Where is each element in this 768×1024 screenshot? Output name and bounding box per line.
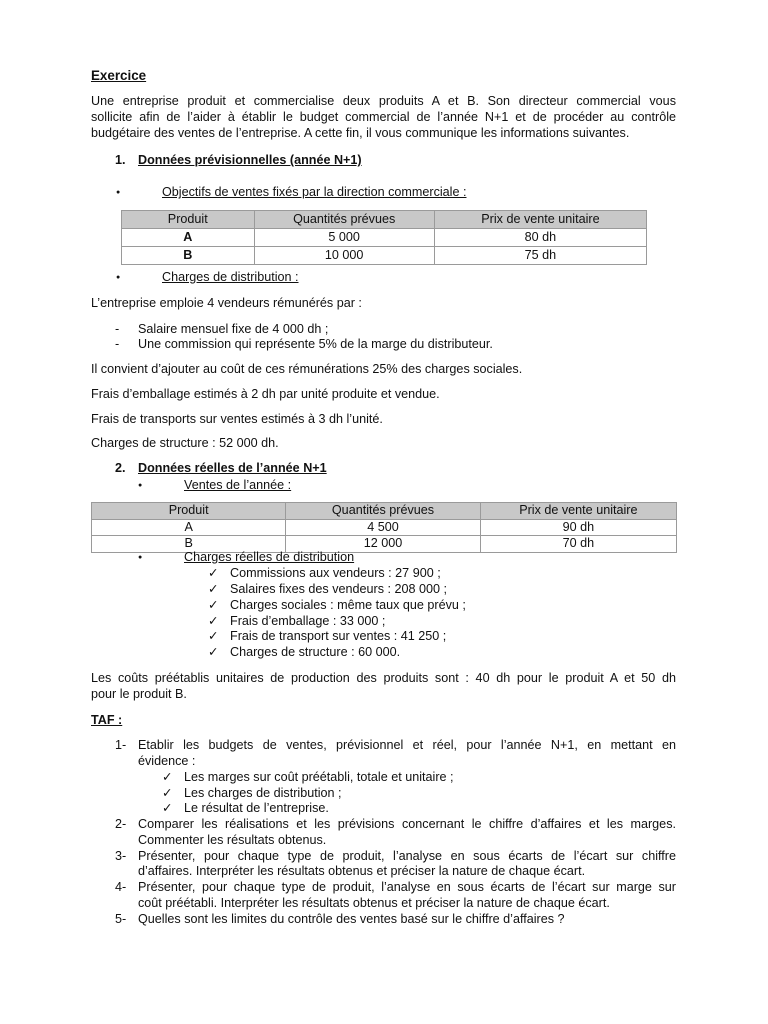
table-row xyxy=(92,536,677,553)
section1-number: 1. xyxy=(115,153,126,167)
question-3-line-1: Présenter, pour chaque type de produit, l’analyse en sous écarts de l’écart sur chiffre xyxy=(138,849,676,863)
table1-cell: 5 000 xyxy=(254,229,434,247)
section2-bullet-charges: ● Charges réelles de distribution xyxy=(184,550,354,566)
question-5: Quelles sont les limites du contrôle des ventes basé sur le chiffre d’affaires ? xyxy=(138,912,565,926)
intro-line-2: sollicite afin de l’aider à établir le budget commercial de l’année N+1 et de procéder au contrôle xyxy=(91,110,676,124)
table2-cell: A xyxy=(92,519,286,536)
table1-cell: 80 dh xyxy=(434,229,646,247)
checkmark-icon: ✓ xyxy=(208,629,219,643)
table1-header-quantites: Quantités prévues xyxy=(254,211,434,229)
question-number: 1- xyxy=(115,738,127,752)
table1-cell: A xyxy=(122,229,255,247)
check-item: ✓ Les charges de distribution ; xyxy=(162,786,342,800)
check-item: ✓ Charges sociales : même taux que prévu ; xyxy=(208,598,466,612)
table2-cell: 4 500 xyxy=(286,519,480,536)
question-1-line-1: Etablir les budgets de ventes, prévisionnel et réel, pour l’année N+1, en mettant en xyxy=(138,738,676,752)
checkmark-icon: ✓ xyxy=(208,582,219,596)
check-item: ✓ Salaires fixes des vendeurs : 208 000 ; xyxy=(208,582,448,596)
section2-number: 2. xyxy=(115,461,126,475)
table2-header-prix: Prix de vente unitaire xyxy=(480,503,676,520)
question-2-line-2: Commenter les résultats obtenus. xyxy=(138,833,327,847)
intro-line-1: Une entreprise produit et commercialise deux produits A et B. Son directeur commercial vous xyxy=(91,94,676,108)
vendeurs-text: L’entreprise emploie 4 vendeurs rémunérés par : xyxy=(91,296,362,310)
para-charges-sociales: Il convient d’ajouter au coût de ces rémunérations 25% des charges sociales. xyxy=(91,362,523,376)
checkmark-icon: ✓ xyxy=(208,645,219,659)
section1-heading: Données prévisionnelles (année N+1) xyxy=(138,153,362,167)
question-4-line-2: coût préétabli. Interpréter les résultats obtenus et préciser la nature de chaque écart. xyxy=(138,896,610,910)
check-item: ✓ Le résultat de l’entreprise. xyxy=(162,801,329,815)
question-1-line-2: évidence : xyxy=(138,754,196,768)
table-previsions xyxy=(121,210,647,265)
section1-bullet-charges: ● Charges de distribution : xyxy=(162,270,299,286)
question-number: 5- xyxy=(115,912,127,926)
table2-cell: B xyxy=(92,536,286,553)
table2-cell: 70 dh xyxy=(480,536,676,553)
check-item: ✓ Les marges sur coût préétabli, totale et unitaire ; xyxy=(162,770,454,784)
couts-line-1: Les coûts préétablis unitaires de production des produits sont : 40 dh pour le produit A et 50 dh xyxy=(91,671,676,685)
intro-line-3: budgétaire des ventes de l’entreprise. A cette fin, il vous communique les informations suivantes. xyxy=(91,126,630,140)
dash-item-salaire: Salaire mensuel fixe de 4 000 dh ; xyxy=(138,322,329,336)
table-row xyxy=(122,247,647,265)
table1-header-prix: Prix de vente unitaire xyxy=(434,211,646,229)
table-reelles xyxy=(91,502,677,553)
checkmark-icon: ✓ xyxy=(208,566,219,580)
table-row xyxy=(122,229,647,247)
dash-item-commission: Une commission qui représente 5% de la marge du distributeur. xyxy=(138,337,493,351)
question-number: 4- xyxy=(115,880,127,894)
para-transports: Frais de transports sur ventes estimés à 3 dh l’unité. xyxy=(91,412,383,426)
table1-cell: B xyxy=(122,247,255,265)
page-title: Exercice xyxy=(91,68,147,83)
question-number: 3- xyxy=(115,849,127,863)
question-2-line-1: Comparer les réalisations et les prévisions concernant le chiffre d’affaires et les marges. xyxy=(138,817,676,831)
dash-marker: - xyxy=(115,337,120,351)
table1-cell: 10 000 xyxy=(254,247,434,265)
section2-bullet-ventes: ● Ventes de l’année : xyxy=(184,478,291,494)
para-emballage: Frais d’emballage estimés à 2 dh par unité produite et vendue. xyxy=(91,387,440,401)
checkmark-icon: ✓ xyxy=(162,786,173,800)
question-3-line-2: d’affaires. Interpréter les résultats obtenus et préciser la nature de chaque écart. xyxy=(138,864,586,878)
question-number: 2- xyxy=(115,817,127,831)
table1-cell: 75 dh xyxy=(434,247,646,265)
checkmark-icon: ✓ xyxy=(208,598,219,612)
table-row xyxy=(92,519,677,536)
section1-bullet-objectifs: ● Objectifs de ventes fixés par la direction commerciale : xyxy=(162,185,466,201)
section2-heading: Données réelles de l’année N+1 xyxy=(138,461,327,475)
table1-header-produit: Produit xyxy=(122,211,255,229)
table2-cell: 90 dh xyxy=(480,519,676,536)
check-item: ✓ Commissions aux vendeurs : 27 900 ; xyxy=(208,566,441,580)
para-structure: Charges de structure : 52 000 dh. xyxy=(91,436,279,450)
table2-header-quantites: Quantités prévues xyxy=(286,503,480,520)
taf-heading: TAF : xyxy=(91,713,123,727)
checkmark-icon: ✓ xyxy=(208,614,219,628)
table2-cell: 12 000 xyxy=(286,536,480,553)
check-item: ✓ Frais de transport sur ventes : 41 250 ; xyxy=(208,629,447,643)
checkmark-icon: ✓ xyxy=(162,801,173,815)
check-item: ✓ Charges de structure : 60 000. xyxy=(208,645,401,659)
couts-line-2: pour le produit B. xyxy=(91,687,187,701)
table2-header-produit: Produit xyxy=(92,503,286,520)
question-4-line-1: Présenter, pour chaque type de produit, l’analyse en sous écarts de l’écart sur marge sur xyxy=(138,880,676,894)
dash-marker: - xyxy=(115,322,120,336)
checkmark-icon: ✓ xyxy=(162,770,173,784)
check-item: ✓ Frais d’emballage : 33 000 ; xyxy=(208,614,386,628)
